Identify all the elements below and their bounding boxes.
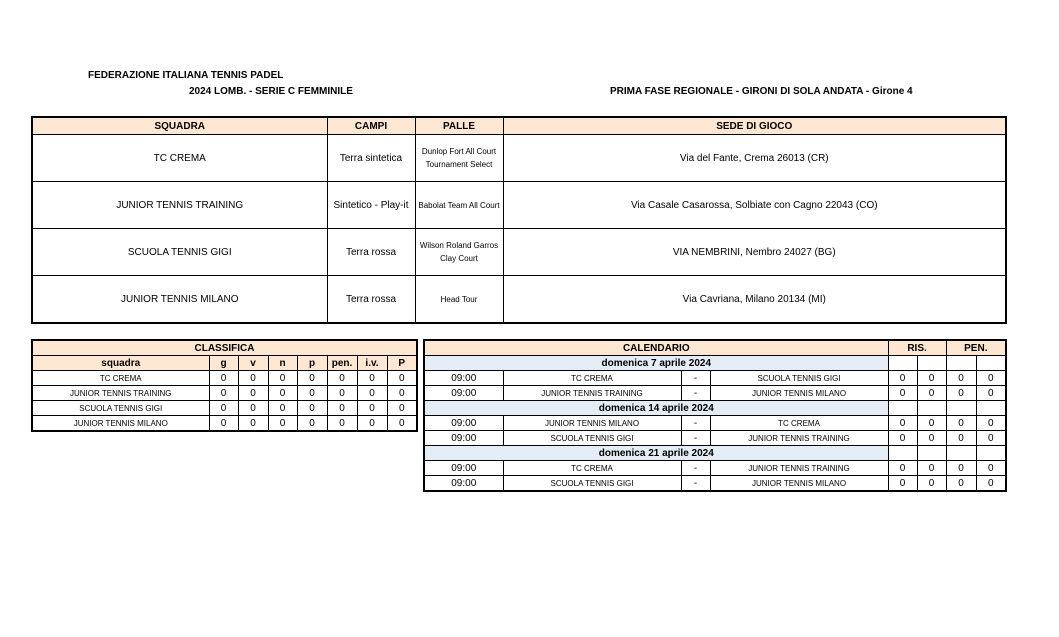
result-away: 0 bbox=[917, 461, 946, 476]
penalty-away: 0 bbox=[976, 371, 1006, 386]
away-team: SCUOLA TENNIS GIGI bbox=[710, 371, 888, 386]
stat-points: 0 bbox=[387, 371, 417, 386]
result-away: 0 bbox=[917, 476, 946, 492]
table-row bbox=[32, 135, 1006, 182]
home-team: JUNIOR TENNIS TRAINING bbox=[503, 386, 681, 401]
penalty-away: 0 bbox=[976, 476, 1006, 492]
court-type: Terra rossa bbox=[327, 276, 415, 324]
stat-v: 0 bbox=[238, 386, 268, 401]
home-team: TC CREMA bbox=[503, 461, 681, 476]
match-time: 09:00 bbox=[424, 461, 503, 476]
stat-pen: 0 bbox=[327, 386, 357, 401]
away-team: JUNIOR TENNIS MILANO bbox=[710, 476, 888, 492]
penalty-away: 0 bbox=[976, 461, 1006, 476]
stat-n: 0 bbox=[268, 371, 297, 386]
table-row bbox=[32, 276, 1006, 324]
header-squadra: SQUADRA bbox=[32, 117, 327, 135]
match-row bbox=[424, 386, 1006, 401]
stat-p: 0 bbox=[297, 386, 327, 401]
team-name: TC CREMA bbox=[32, 371, 209, 386]
penalty-away: 0 bbox=[976, 431, 1006, 446]
stat-points: 0 bbox=[387, 401, 417, 416]
result-home: 0 bbox=[888, 371, 917, 386]
stat-n: 0 bbox=[268, 401, 297, 416]
away-team: JUNIOR TENNIS TRAINING bbox=[710, 431, 888, 446]
court-type: Terra rossa bbox=[327, 229, 415, 276]
stat-v: 0 bbox=[238, 416, 268, 432]
date-row bbox=[424, 401, 1006, 416]
result-away: 0 bbox=[917, 371, 946, 386]
col-squadra: squadra bbox=[32, 356, 209, 371]
col-n: n bbox=[268, 356, 297, 371]
col-g: g bbox=[209, 356, 238, 371]
stat-g: 0 bbox=[209, 386, 238, 401]
court-type: Terra sintetica bbox=[327, 135, 415, 182]
match-separator: - bbox=[681, 386, 710, 401]
header-palle: PALLE bbox=[415, 117, 503, 135]
team-name: SCUOLA TENNIS GIGI bbox=[32, 229, 327, 276]
stat-v: 0 bbox=[238, 401, 268, 416]
venue: VIA NEMBRINI, Nembro 24027 (BG) bbox=[503, 229, 1006, 276]
stat-n: 0 bbox=[268, 386, 297, 401]
calendar-title: CALENDARIO bbox=[424, 340, 888, 356]
match-separator: - bbox=[681, 371, 710, 386]
ball-type: Babolat Team All Court bbox=[415, 182, 503, 229]
match-separator: - bbox=[681, 416, 710, 431]
penalty-home: 0 bbox=[946, 416, 976, 431]
stat-g: 0 bbox=[209, 371, 238, 386]
championship-title: 2024 LOMB. - SERIE C FEMMINILE bbox=[189, 86, 353, 97]
result-home: 0 bbox=[888, 416, 917, 431]
match-row bbox=[424, 461, 1006, 476]
table-row bbox=[32, 371, 417, 386]
match-date: domenica 14 aprile 2024 bbox=[424, 401, 888, 416]
venue: Via Cavriana, Milano 20134 (MI) bbox=[503, 276, 1006, 324]
stat-p: 0 bbox=[297, 401, 327, 416]
ball-type: Wilson Roland Garros Clay Court bbox=[415, 229, 503, 276]
match-row bbox=[424, 431, 1006, 446]
penalty-home: 0 bbox=[946, 386, 976, 401]
col-points: P bbox=[387, 356, 417, 371]
stat-p: 0 bbox=[297, 416, 327, 432]
match-separator: - bbox=[681, 431, 710, 446]
away-team: JUNIOR TENNIS TRAINING bbox=[710, 461, 888, 476]
team-name: JUNIOR TENNIS MILANO bbox=[32, 276, 327, 324]
standings-table bbox=[31, 339, 418, 432]
table-row bbox=[32, 386, 417, 401]
stat-p: 0 bbox=[297, 371, 327, 386]
stat-iv: 0 bbox=[357, 401, 387, 416]
match-row bbox=[424, 371, 1006, 386]
phase-title: PRIMA FASE REGIONALE - GIRONI DI SOLA ANDATA - Girone 4 bbox=[610, 86, 913, 97]
home-team: TC CREMA bbox=[503, 371, 681, 386]
stat-iv: 0 bbox=[357, 386, 387, 401]
federation-title: FEDERAZIONE ITALIANA TENNIS PADEL bbox=[88, 70, 284, 81]
team-name: TC CREMA bbox=[32, 135, 327, 182]
stat-n: 0 bbox=[268, 416, 297, 432]
standings-title: CLASSIFICA bbox=[32, 340, 417, 356]
stat-g: 0 bbox=[209, 401, 238, 416]
date-row bbox=[424, 356, 1006, 371]
penalties-header: PEN. bbox=[946, 340, 1006, 356]
result-home: 0 bbox=[888, 386, 917, 401]
match-row bbox=[424, 416, 1006, 431]
stat-points: 0 bbox=[387, 416, 417, 432]
date-row bbox=[424, 446, 1006, 461]
match-time: 09:00 bbox=[424, 371, 503, 386]
teams-table bbox=[31, 116, 1007, 324]
match-time: 09:00 bbox=[424, 431, 503, 446]
penalty-away: 0 bbox=[976, 416, 1006, 431]
table-row bbox=[32, 401, 417, 416]
table-row bbox=[32, 416, 417, 432]
penalty-home: 0 bbox=[946, 476, 976, 492]
team-name: SCUOLA TENNIS GIGI bbox=[32, 401, 209, 416]
result-away: 0 bbox=[917, 431, 946, 446]
venue: Via Casale Casarossa, Solbiate con Cagno 22043 (CO) bbox=[503, 182, 1006, 229]
stat-iv: 0 bbox=[357, 371, 387, 386]
col-iv: i.v. bbox=[357, 356, 387, 371]
home-team: JUNIOR TENNIS MILANO bbox=[503, 416, 681, 431]
stat-v: 0 bbox=[238, 371, 268, 386]
col-v: v bbox=[238, 356, 268, 371]
ball-type: Dunlop Fort All Court Tournament Select bbox=[415, 135, 503, 182]
match-row bbox=[424, 476, 1006, 492]
penalty-home: 0 bbox=[946, 461, 976, 476]
ball-type: Head Tour bbox=[415, 276, 503, 324]
result-away: 0 bbox=[917, 386, 946, 401]
away-team: JUNIOR TENNIS MILANO bbox=[710, 386, 888, 401]
home-team: SCUOLA TENNIS GIGI bbox=[503, 431, 681, 446]
result-away: 0 bbox=[917, 416, 946, 431]
match-separator: - bbox=[681, 476, 710, 492]
result-home: 0 bbox=[888, 461, 917, 476]
header-campi: CAMPI bbox=[327, 117, 415, 135]
team-name: JUNIOR TENNIS MILANO bbox=[32, 416, 209, 432]
col-pen: pen. bbox=[327, 356, 357, 371]
team-name: JUNIOR TENNIS TRAINING bbox=[32, 386, 209, 401]
calendar-table bbox=[423, 339, 1007, 492]
match-date: domenica 7 aprile 2024 bbox=[424, 356, 888, 371]
match-time: 09:00 bbox=[424, 386, 503, 401]
stat-iv: 0 bbox=[357, 416, 387, 432]
match-time: 09:00 bbox=[424, 416, 503, 431]
stat-pen: 0 bbox=[327, 401, 357, 416]
away-team: TC CREMA bbox=[710, 416, 888, 431]
penalty-away: 0 bbox=[976, 386, 1006, 401]
stat-g: 0 bbox=[209, 416, 238, 432]
court-type: Sintetico - Play-it bbox=[327, 182, 415, 229]
match-time: 09:00 bbox=[424, 476, 503, 492]
stat-points: 0 bbox=[387, 386, 417, 401]
table-row bbox=[32, 229, 1006, 276]
venue: Via del Fante, Crema 26013 (CR) bbox=[503, 135, 1006, 182]
result-home: 0 bbox=[888, 431, 917, 446]
team-name: JUNIOR TENNIS TRAINING bbox=[32, 182, 327, 229]
home-team: SCUOLA TENNIS GIGI bbox=[503, 476, 681, 492]
teams-header-row bbox=[32, 117, 1006, 135]
table-row bbox=[32, 182, 1006, 229]
match-date: domenica 21 aprile 2024 bbox=[424, 446, 888, 461]
result-home: 0 bbox=[888, 476, 917, 492]
stat-pen: 0 bbox=[327, 416, 357, 432]
stat-pen: 0 bbox=[327, 371, 357, 386]
col-p: p bbox=[297, 356, 327, 371]
results-header: RIS. bbox=[888, 340, 946, 356]
match-separator: - bbox=[681, 461, 710, 476]
penalty-home: 0 bbox=[946, 431, 976, 446]
header-sede: SEDE DI GIOCO bbox=[503, 117, 1006, 135]
standings-header-row bbox=[32, 356, 417, 371]
penalty-home: 0 bbox=[946, 371, 976, 386]
